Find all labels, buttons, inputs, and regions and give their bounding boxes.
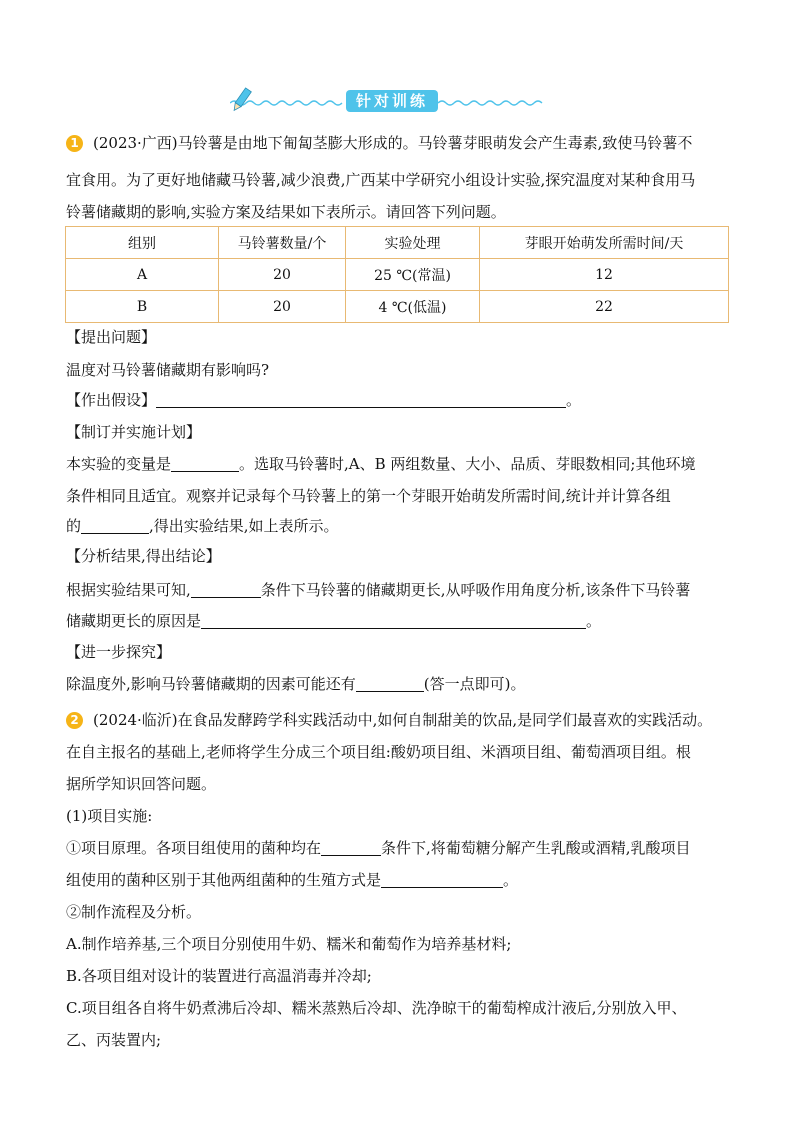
table-row [66,291,729,323]
q2-step-b: B.各项目组对设计的装置进行高温消毒并冷却; [66,967,372,985]
q2-step-c: C.项目组各自将牛奶煮沸后冷却、糯米蒸熟后冷却、洗净晾干的葡萄榨成汁液后,分别放入甲、 [66,999,687,1017]
plan-line-1: 本实验的变量是 。选取马铃薯时,A、B 两组数量、大小、品质、芽眼数相同;其他环境 [66,455,696,473]
q1-line-3: 铃薯储藏期的影响,实验方案及结果如下表所示。请回答下列问题。 [66,203,506,221]
q2-step-c-cont: 乙、丙装置内; [66,1031,162,1049]
table-cell: 25 ℃(常温) [346,259,480,291]
header-group: 组别 [66,227,219,259]
plan-line-2: 条件相同且适宜。观察并记录每个马铃薯上的第一个芽眼开始萌发所需时间,统计并计算各组 [66,487,671,505]
q2-item-2: ②制作流程及分析。 [66,903,202,921]
header-treatment: 实验处理 [346,227,480,259]
heading-further: 【进一步探究】 [66,643,172,661]
table-cell: 20 [219,259,346,291]
data-table [65,226,729,323]
further-line: 除温度外,影响马铃薯储藏期的因素可能还有 (答一点即可)。 [66,675,526,693]
heading-question: 【提出问题】 [66,328,157,346]
table-row [66,259,729,291]
answer-blank[interactable] [171,455,239,472]
table-cell: 20 [219,291,346,323]
question-text: 温度对马铃薯储藏期有影响吗? [66,361,270,379]
pencil-icon [230,86,254,114]
q2-item-1-cont: 组使用的菌种区别于其他两组菌种的生殖方式是 。 [66,871,519,889]
q2-part-1: (1)项目实施: [66,807,153,825]
plan-line-3: 的 ,得出实验结果,如上表所示。 [66,517,339,535]
hypothesis-line: 【作出假设】 。 [66,391,582,409]
table-cell: 12 [480,259,729,291]
q1-line-1: 1 (2023·广西)马铃薯是由地下匍匐茎膨大形成的。马铃薯芽眼萌发会产生毒素,致使马铃薯不 [66,133,730,153]
answer-blank[interactable] [356,675,424,692]
question-number-badge: 1 [66,135,83,152]
q2-line-3: 据所学知识回答问题。 [66,775,217,793]
answer-blank[interactable] [201,612,586,629]
q2-step-a: A.制作培养基,三个项目分别使用牛奶、糯米和葡萄作为培养基材料; [66,935,512,953]
table-cell: A [66,259,219,291]
analysis-line-1: 根据实验结果可知, 条件下马铃薯的储藏期更长,从呼吸作用角度分析,该条件下马铃薯 [66,581,691,599]
table-cell: 4 ℃(低温) [346,291,480,323]
header-count: 马铃薯数量/个 [219,227,346,259]
q1-line-2: 宜食用。为了更好地储藏马铃薯,减少浪费,广西某中学研究小组设计实验,探究温度对某种食用马 [66,171,696,189]
heading-plan: 【制订并实施计划】 [66,423,202,441]
answer-blank[interactable] [156,391,566,408]
table-cell: 22 [480,291,729,323]
banner-title: 针对训练 [346,90,438,112]
answer-blank[interactable] [321,839,381,856]
section-banner [230,86,570,116]
table-header-row [66,227,729,259]
answer-blank[interactable] [81,517,149,534]
header-days: 芽眼开始萌发所需时间/天 [480,227,729,259]
heading-analysis: 【分析结果,得出结论】 [66,547,221,565]
analysis-line-2: 储藏期更长的原因是 。 [66,612,602,630]
q2-line-2: 在自主报名的基础上,老师将学生分成三个项目组:酸奶项目组、米酒项目组、葡萄酒项目组。根 [66,743,691,761]
answer-blank[interactable] [191,581,261,598]
q2-line-1: 2 (2024·临沂)在食品发酵跨学科实践活动中,如何自制甜美的饮品,是同学们最喜欢的实践活动。 [66,710,730,730]
table-cell: B [66,291,219,323]
answer-blank[interactable] [381,871,503,888]
q2-item-1: ①项目原理。各项目组使用的菌种均在 条件下,将葡萄糖分解产生乳酸或酒精,乳酸项目 [66,839,691,857]
question-number-badge: 2 [66,712,83,729]
